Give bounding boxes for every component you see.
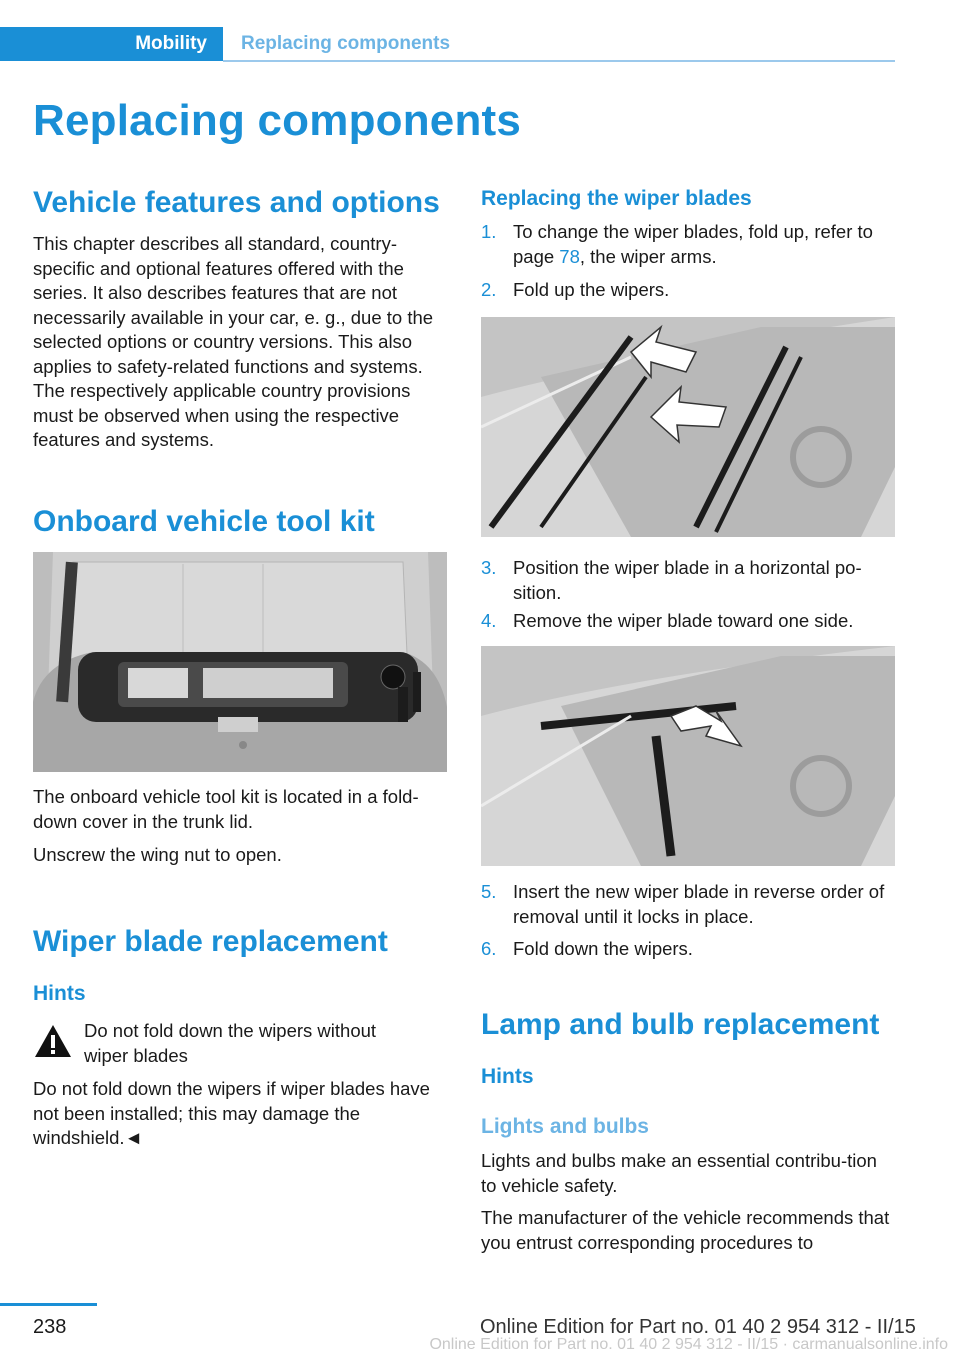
step-5 xyxy=(481,879,895,929)
site-watermark: Online Edition for Part no. 01 40 2 954 312 - II/15 · carmanualsonline.info xyxy=(429,1336,948,1353)
tool-kit-open-text: Unscrew the wing nut to open. xyxy=(33,844,282,865)
vehicle-features-body: This chapter describes all standard, country-specific and optional features offered with the series. It also describes features that are not necessarily available in your car, e. g., due to the selected options or country versions. This also applies to safety-related functions and systems. The respectively applicable country provisions must be observed when using the respective features and systems. xyxy=(33,233,434,450)
page-number: 238 xyxy=(33,1316,67,1338)
step-number: 1. xyxy=(481,221,497,242)
step-number: 5. xyxy=(481,881,497,902)
lights-bulbs-text-2: The manufacturer of the vehicle recommends that you entrust corresponding procedures to xyxy=(481,1207,890,1253)
replacing-wiper-blades-heading: Replacing the wiper blades xyxy=(481,187,752,210)
header-subsection[interactable]: Replacing components xyxy=(241,33,451,54)
fold-up-wipers-image xyxy=(481,317,895,537)
remove-wiper-blade-image xyxy=(481,646,895,866)
step-2 xyxy=(481,277,895,302)
lights-bulbs-text-1: Lights and bulbs make an essential contribu-tion to vehicle safety. xyxy=(481,1150,877,1196)
wiper-hints-heading: Hints xyxy=(33,982,86,1005)
page-reference-link[interactable]: 78 xyxy=(559,246,580,267)
step-number: 3. xyxy=(481,557,497,578)
tool-kit-image xyxy=(33,552,447,772)
step-text: Insert the new wiper blade in reverse order of removal until it locks in place. xyxy=(513,881,885,927)
edition-label: Online Edition for Part no. 01 40 2 954 312 - II/15 xyxy=(480,1316,916,1338)
step-text: Remove the wiper blade toward one side. xyxy=(513,610,854,631)
lamp-hints-heading: Hints xyxy=(481,1065,534,1088)
vehicle-features-heading: Vehicle features and options xyxy=(33,186,440,219)
step-text: Fold down the wipers. xyxy=(513,938,693,959)
step-number: 6. xyxy=(481,938,497,959)
step-1 xyxy=(481,219,895,269)
step-4 xyxy=(481,608,895,633)
tool-kit-heading: Onboard vehicle tool kit xyxy=(33,505,375,538)
wiper-warning-title: Do not fold down the wipers without wiper blades xyxy=(84,1020,377,1066)
header-divider xyxy=(223,60,895,62)
lamp-bulb-heading: Lamp and bulb replacement xyxy=(481,1008,880,1041)
page-header xyxy=(0,27,895,61)
lights-bulbs-subheading: Lights and bulbs xyxy=(481,1115,649,1138)
step-number: 2. xyxy=(481,279,497,300)
step-text: Position the wiper blade in a horizontal po-sition. xyxy=(513,557,862,603)
step-number: 4. xyxy=(481,610,497,631)
step-text: To change the wiper blades, fold up, refer to page 78, the wiper arms. xyxy=(513,221,873,267)
page-title: Replacing components xyxy=(33,96,522,145)
wiper-replacement-heading: Wiper blade replacement xyxy=(33,925,388,958)
step-text: Fold up the wipers. xyxy=(513,279,670,300)
tool-kit-location-text: The onboard vehicle tool kit is located in a fold-down cover in the trunk lid. xyxy=(33,786,419,832)
step-3 xyxy=(481,555,895,605)
header-section-tab[interactable]: Mobility xyxy=(0,27,223,61)
warning-triangle-icon xyxy=(33,1023,73,1059)
step-6 xyxy=(481,936,895,961)
wiper-warning-body: Do not fold down the wipers if wiper blades have not been installed; this may damage the windshield.◄ xyxy=(33,1078,430,1148)
footer-rule xyxy=(0,1303,97,1306)
